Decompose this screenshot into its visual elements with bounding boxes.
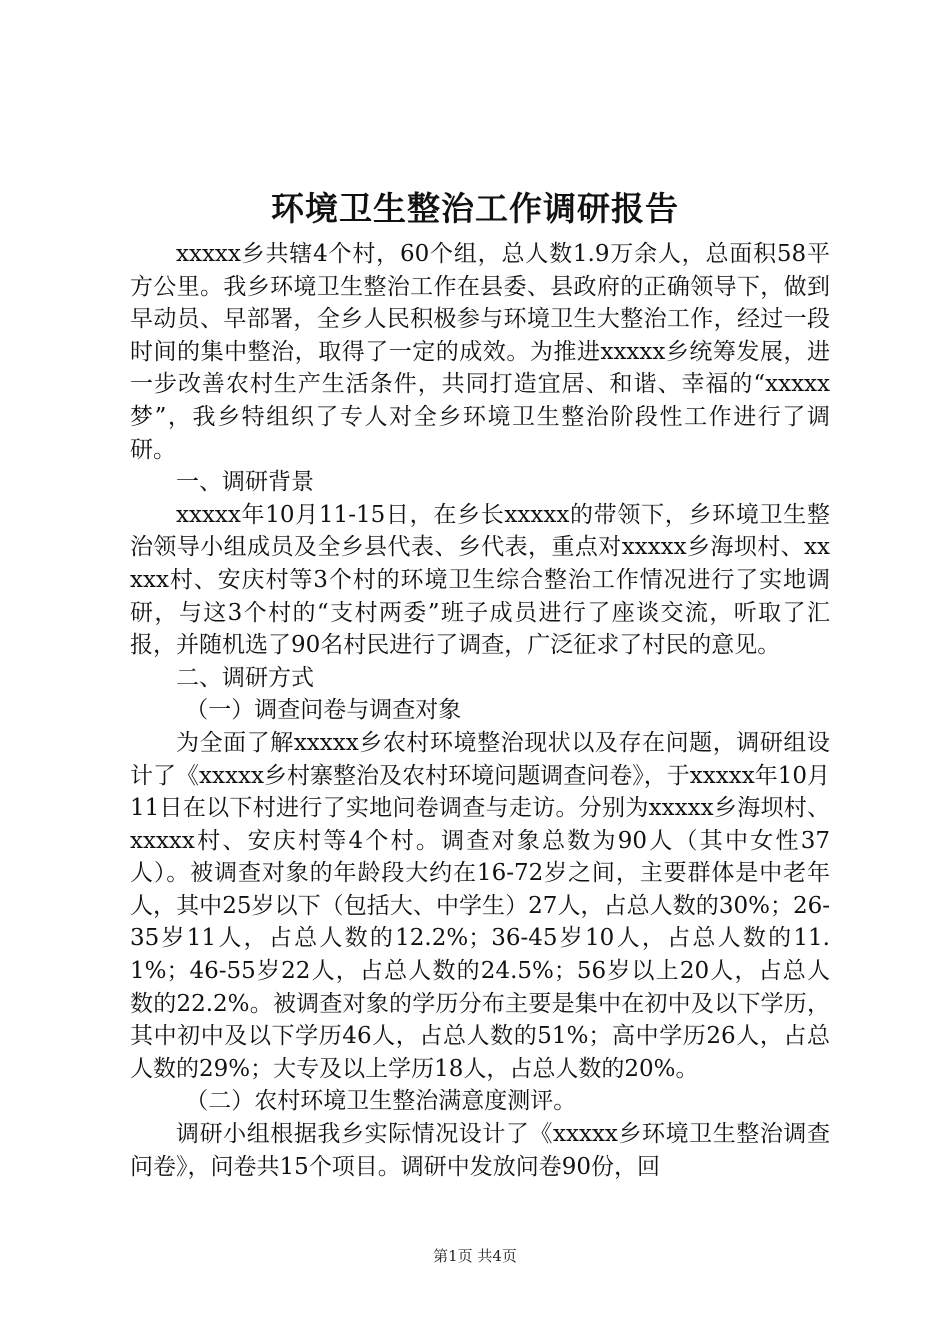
paragraph-background: xxxxx年10月11-15日，在乡长xxxxx的带领下，乡环境卫生整治领导小组成员及全乡县代表、乡代表，重点对xxxxx乡海坝村、xxxxx村、安庆村等3个村的环境卫生综合整治工作情况进行了实地调研，与这3个村的“支村两委”班子成员进行了座谈交流，听取了汇报，并随机选了90名村民进行了调查，广泛征求了村民的意见。 <box>130 501 830 659</box>
section-heading-method: 二、调研方式 <box>176 664 314 691</box>
document-body <box>130 238 830 1183</box>
subsection-heading-satisfaction: （二）农村环境卫生整治满意度测评。 <box>185 1088 577 1115</box>
section-heading-background: 一、调研背景 <box>176 469 314 496</box>
subsection-heading-questionnaire: （一）调查问卷与调查对象 <box>185 697 462 724</box>
paragraph-satisfaction: 调研小组根据我乡实际情况设计了《xxxxx乡环境卫生整治调查问卷》，问卷共15个项目。调研中发放问卷90份，回 <box>130 1121 830 1180</box>
page-footer: 第1页 共4页 <box>433 1247 517 1265</box>
document-title: 环境卫生整治工作调研报告 <box>271 189 679 228</box>
paragraph-intro: xxxxx乡共辖4个村，60个组，总人数1.9万余人，总面积58平方公里。我乡环境卫生整治工作在县委、县政府的正确领导下，做到早动员、早部署，全乡人民积极参与环境卫生大整治工作，经过一段时间的集中整治，取得了一定的成效。为推进xxxxx乡统筹发展，进一步改善农村生产生活条件，共同打造宜居、和谐、幸福的“xxxxx梦”，我乡特组织了专人对全乡环境卫生整治阶段性工作进行了调研。 <box>130 241 830 463</box>
paragraph-questionnaire: 为全面了解xxxxx乡农村环境整治现状以及存在问题，调研组设计了《xxxxx乡村寨整治及农村环境问题调查问卷》，于xxxxx年10月11日在以下村进行了实地问卷调查与走访。分别为xxxxx乡海坝村、xxxxx村、安庆村等4个村。调查对象总数为90人（其中女性37人）。被调查对象的年龄段大约在16-72岁之间，主要群体是中老年人，其中25岁以下（包括大、中学生）27人，占总人数的30%；26-35岁11人，占总人数的12.2%；36-45岁10人，占总人数的11.1%；46-55岁22人，占总人数的24.5%；56岁以上20人，占总人数的22.2%。被调查对象的学历分布主要是集中在初中及以下学历，其中初中及以下学历46人，占总人数的51%；高中学历26人，占总人数的29%；大专及以上学历18人，占总人数的20%。 <box>130 729 830 1082</box>
